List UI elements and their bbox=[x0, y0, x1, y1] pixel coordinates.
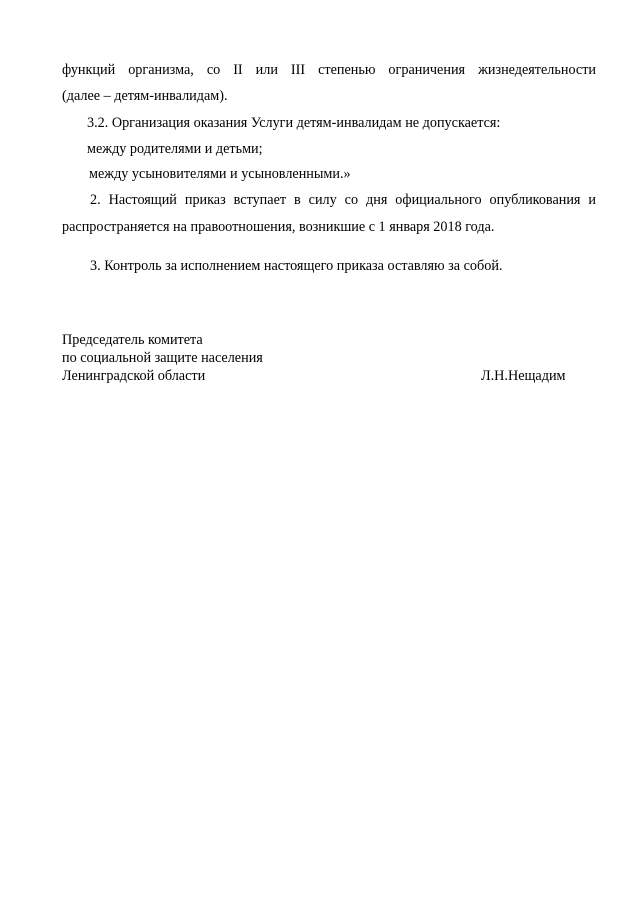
list-item-parents-children: между родителями и детьми; bbox=[87, 141, 263, 157]
signatory-title-line2: по социальной защите населения bbox=[62, 350, 263, 366]
paragraph-line: функций организма, со II или III степенью ограничения жизнедеятельности bbox=[62, 62, 596, 78]
paragraph-item-2-line2: распространяется на правоотношения, возникшие с 1 января 2018 года. bbox=[62, 219, 495, 235]
paragraph-line: (далее – детям-инвалидам). bbox=[62, 88, 228, 104]
signatory-title-line3: Ленинградской области bbox=[62, 368, 206, 384]
paragraph-item-2-line1: 2. Настоящий приказ вступает в силу со дня официального опубликования и bbox=[90, 192, 596, 208]
paragraph-item-3-2: 3.2. Организация оказания Услуги детям-инвалидам не допускается: bbox=[87, 115, 501, 131]
paragraph-item-3: 3. Контроль за исполнением настоящего приказа оставляю за собой. bbox=[90, 258, 503, 274]
list-item-adopters: между усыновителями и усыновленными.» bbox=[89, 166, 351, 182]
signatory-name: Л.Н.Нещадим bbox=[481, 368, 566, 384]
signatory-title-line1: Председатель комитета bbox=[62, 332, 203, 348]
